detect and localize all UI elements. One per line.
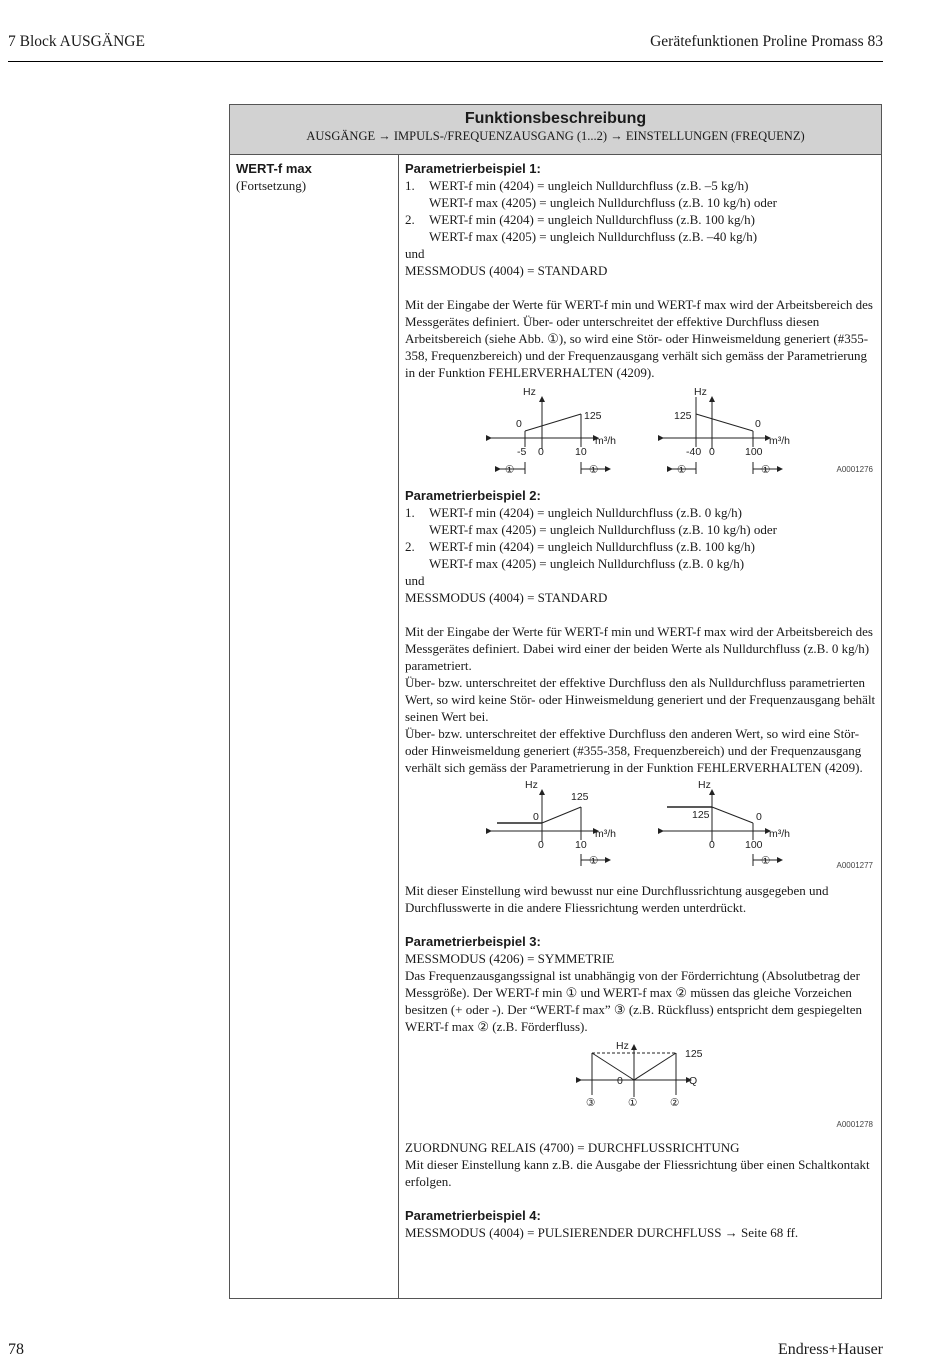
example-4-heading: Parametrierbeispiel 4:: [405, 1208, 541, 1223]
marker-1: ①: [628, 1097, 638, 1109]
range-marker: ①: [761, 855, 771, 867]
axis-label-q: Q: [689, 1075, 698, 1087]
axis-label-hz: Hz: [694, 386, 707, 398]
figure-3-graphic: [405, 1035, 877, 1127]
paragraph: Mit dieser Einstellung kann z.B. die Ausgabe der Fliessrichtung über einen Schaltkontakt erfolgen.: [405, 1157, 870, 1189]
range-marker: ①: [761, 464, 771, 476]
tick-label: 0: [709, 839, 715, 851]
value-label: 125: [674, 410, 692, 422]
figure-1: [405, 381, 877, 487]
value-label: 0: [756, 811, 762, 823]
graph-left: [491, 397, 610, 474]
unit-label: m³/h: [769, 435, 790, 447]
and-text: und: [405, 246, 425, 261]
paragraph: Mit der Eingabe der Werte für WERT-f min und WERT-f max wird der Arbeitsbereich des Messgerätes definiert. Dabei wird einer der beiden Werte als Nulldurchfluss (z.B. 0 kg/h) parametriert.: [405, 624, 873, 673]
marker-2: ②: [670, 1097, 680, 1109]
mode-line: MESSMODUS (4004) = STANDARD: [405, 263, 608, 278]
range-marker: ①: [505, 464, 515, 476]
mode-line: MESSMODUS (4206) = SYMMETRIE: [405, 951, 615, 966]
list-number: 2.: [405, 539, 415, 554]
value-label: 125: [692, 809, 710, 821]
axis-label-hz: Hz: [616, 1040, 629, 1052]
tick-label: 10: [575, 839, 587, 851]
range-marker: ①: [589, 464, 599, 476]
description-cell: [405, 160, 877, 1241]
axis-label-hz: Hz: [698, 779, 711, 791]
figure-id: A0001278: [836, 1120, 873, 1129]
example-1-heading: Parametrierbeispiel 1:: [405, 161, 541, 176]
function-name: WERT-f max: [236, 161, 312, 176]
manual-title: Gerätefunktionen Proline Promass 83: [650, 33, 883, 50]
unit-label: m³/h: [769, 828, 790, 840]
figure-2-graphic: [405, 776, 877, 872]
list-text: WERT-f max (4205) = ungleich Nulldurchfluss (z.B. –40 kg/h): [429, 229, 758, 244]
list-text: WERT-f min (4204) = ungleich Nulldurchfluss (z.B. 100 kg/h): [429, 539, 755, 554]
graph-right: [663, 397, 782, 474]
list-number: 1.: [405, 505, 415, 520]
list-number: 1.: [405, 178, 415, 193]
axis-label-hz: Hz: [525, 779, 538, 791]
figure-2: [405, 776, 877, 882]
list-number: 2.: [405, 212, 415, 227]
example-2-heading: Parametrierbeispiel 2:: [405, 488, 541, 503]
function-name-cell: [236, 160, 312, 194]
axis-label-hz: Hz: [523, 386, 536, 398]
brand-name: Endress+Hauser: [778, 1341, 883, 1358]
figure-3: [405, 1035, 877, 1139]
tick-label: -40: [686, 446, 702, 458]
tick-label: 100: [745, 839, 763, 851]
paragraph: Mit der Eingabe der Werte für WERT-f min und WERT-f max wird der Arbeitsbereich des Messgerätes definiert. Über- oder unterschreitet der effektive Durchfluss diesen Arbeitsbereich (siehe Abb. ①), so wird eine Stör- oder Hinweismeldung generiert (#355-358, Frequenzbereich) und der Frequenzausgang verhält sich gemäss der Parametrierung in der Funktion FEHLERVERHALTEN (4209).: [405, 297, 873, 380]
graph-symmetry: [581, 1045, 691, 1097]
mode-line: MESSMODUS (4004) = STANDARD: [405, 590, 608, 605]
example-3-heading: Parametrierbeispiel 3:: [405, 934, 541, 949]
range-marker: ①: [677, 464, 687, 476]
tick-label: 0: [538, 446, 544, 458]
list-text: WERT-f min (4204) = ungleich Nulldurchfluss (z.B. –5 kg/h): [429, 178, 749, 193]
and-text: und: [405, 573, 425, 588]
value-label: 125: [571, 791, 589, 803]
continuation-note: (Fortsetzung): [236, 178, 307, 193]
paragraph: Das Frequenzausgangssignal ist unabhängig von der Förderrichtung (Absolutbetrag der Messgröße). Der WERT-f min ① und WERT-f max ② müssen das gleiche Vorzeichen besitzen (+ oder -). Der “WERT-f max” ③ (z.B. Rückfluss) entspricht dem gespiegelten WERT-f max ② (z.B. Förderfluss).: [405, 968, 863, 1034]
list-item: [405, 211, 877, 228]
value-label: 125: [584, 410, 602, 422]
marker-3: ③: [586, 1097, 596, 1109]
paragraph: Über- bzw. unterschreitet der effektive Durchfluss den als Nulldurchfluss parametrierten Wert, so wird keine Stör- oder Hinweismeldung generiert und der Frequenzausgang behält seinen Wert bei.: [405, 675, 876, 724]
tick-label: 100: [745, 446, 763, 458]
tick-label: 0: [709, 446, 715, 458]
value-label: 0: [533, 811, 539, 823]
figure-id: A0001276: [836, 465, 873, 474]
list-text: WERT-f max (4205) = ungleich Nulldurchfluss (z.B. 10 kg/h) oder: [429, 522, 777, 537]
unit-label: m³/h: [595, 435, 616, 447]
function-table: [229, 104, 882, 1299]
value-label: 125: [685, 1048, 703, 1060]
column-divider: [398, 154, 399, 1298]
tick-label: 0: [538, 839, 544, 851]
value-label: 0: [617, 1075, 623, 1087]
tick-label: -5: [517, 446, 527, 458]
list-item: [405, 538, 877, 555]
paragraph: Mit dieser Einstellung wird bewusst nur eine Durchflussrichtung ausgegeben und Durchflusswerte in die andere Fliessrichtung werden unterdrückt.: [405, 883, 829, 915]
paragraph: Über- bzw. unterschreitet der effektive Durchfluss den anderen Wert, so wird eine Stör- oder Hinweismeldung generiert (#355-358, Frequenzbereich) und der Frequenzausgang verhält sich gemäss der Parametrierung in der Funktion FEHLERVERHALTEN (4209).: [405, 726, 863, 775]
figure-id: A0001277: [836, 861, 873, 870]
tick-label: 10: [575, 446, 587, 458]
list-text: WERT-f min (4204) = ungleich Nulldurchfluss (z.B. 0 kg/h): [429, 505, 742, 520]
table-header: [230, 105, 881, 155]
list-text: WERT-f max (4205) = ungleich Nulldurchfluss (z.B. 10 kg/h) oder: [429, 195, 777, 210]
figure-1-graphic: [405, 381, 877, 477]
table-title: Funktionsbeschreibung: [464, 110, 647, 127]
range-marker: ①: [589, 855, 599, 867]
menu-path: AUSGÄNGE → IMPULS-/FREQUENZAUSGANG (1...2) → EINSTELLUNGEN (FREQUENZ): [306, 129, 805, 143]
mode-line: MESSMODUS (4004) = PULSIERENDER DURCHFLUSS → Seite 68 ff.: [405, 1225, 799, 1240]
list-item: [405, 504, 877, 521]
page-header: [8, 33, 883, 62]
page-number: 78: [8, 1341, 24, 1358]
unit-label: m³/h: [595, 828, 616, 840]
value-label: 0: [755, 418, 761, 430]
chapter-title: 7 Block AUSGÄNGE: [8, 33, 145, 50]
list-item: [405, 177, 877, 194]
list-text: WERT-f max (4205) = ungleich Nulldurchfluss (z.B. 0 kg/h): [429, 556, 745, 571]
value-label: 0: [516, 418, 522, 430]
relais-line: ZUORDNUNG RELAIS (4700) = DURCHFLUSSRICHTUNG: [405, 1140, 740, 1155]
list-text: WERT-f min (4204) = ungleich Nulldurchfluss (z.B. 100 kg/h): [429, 212, 755, 227]
